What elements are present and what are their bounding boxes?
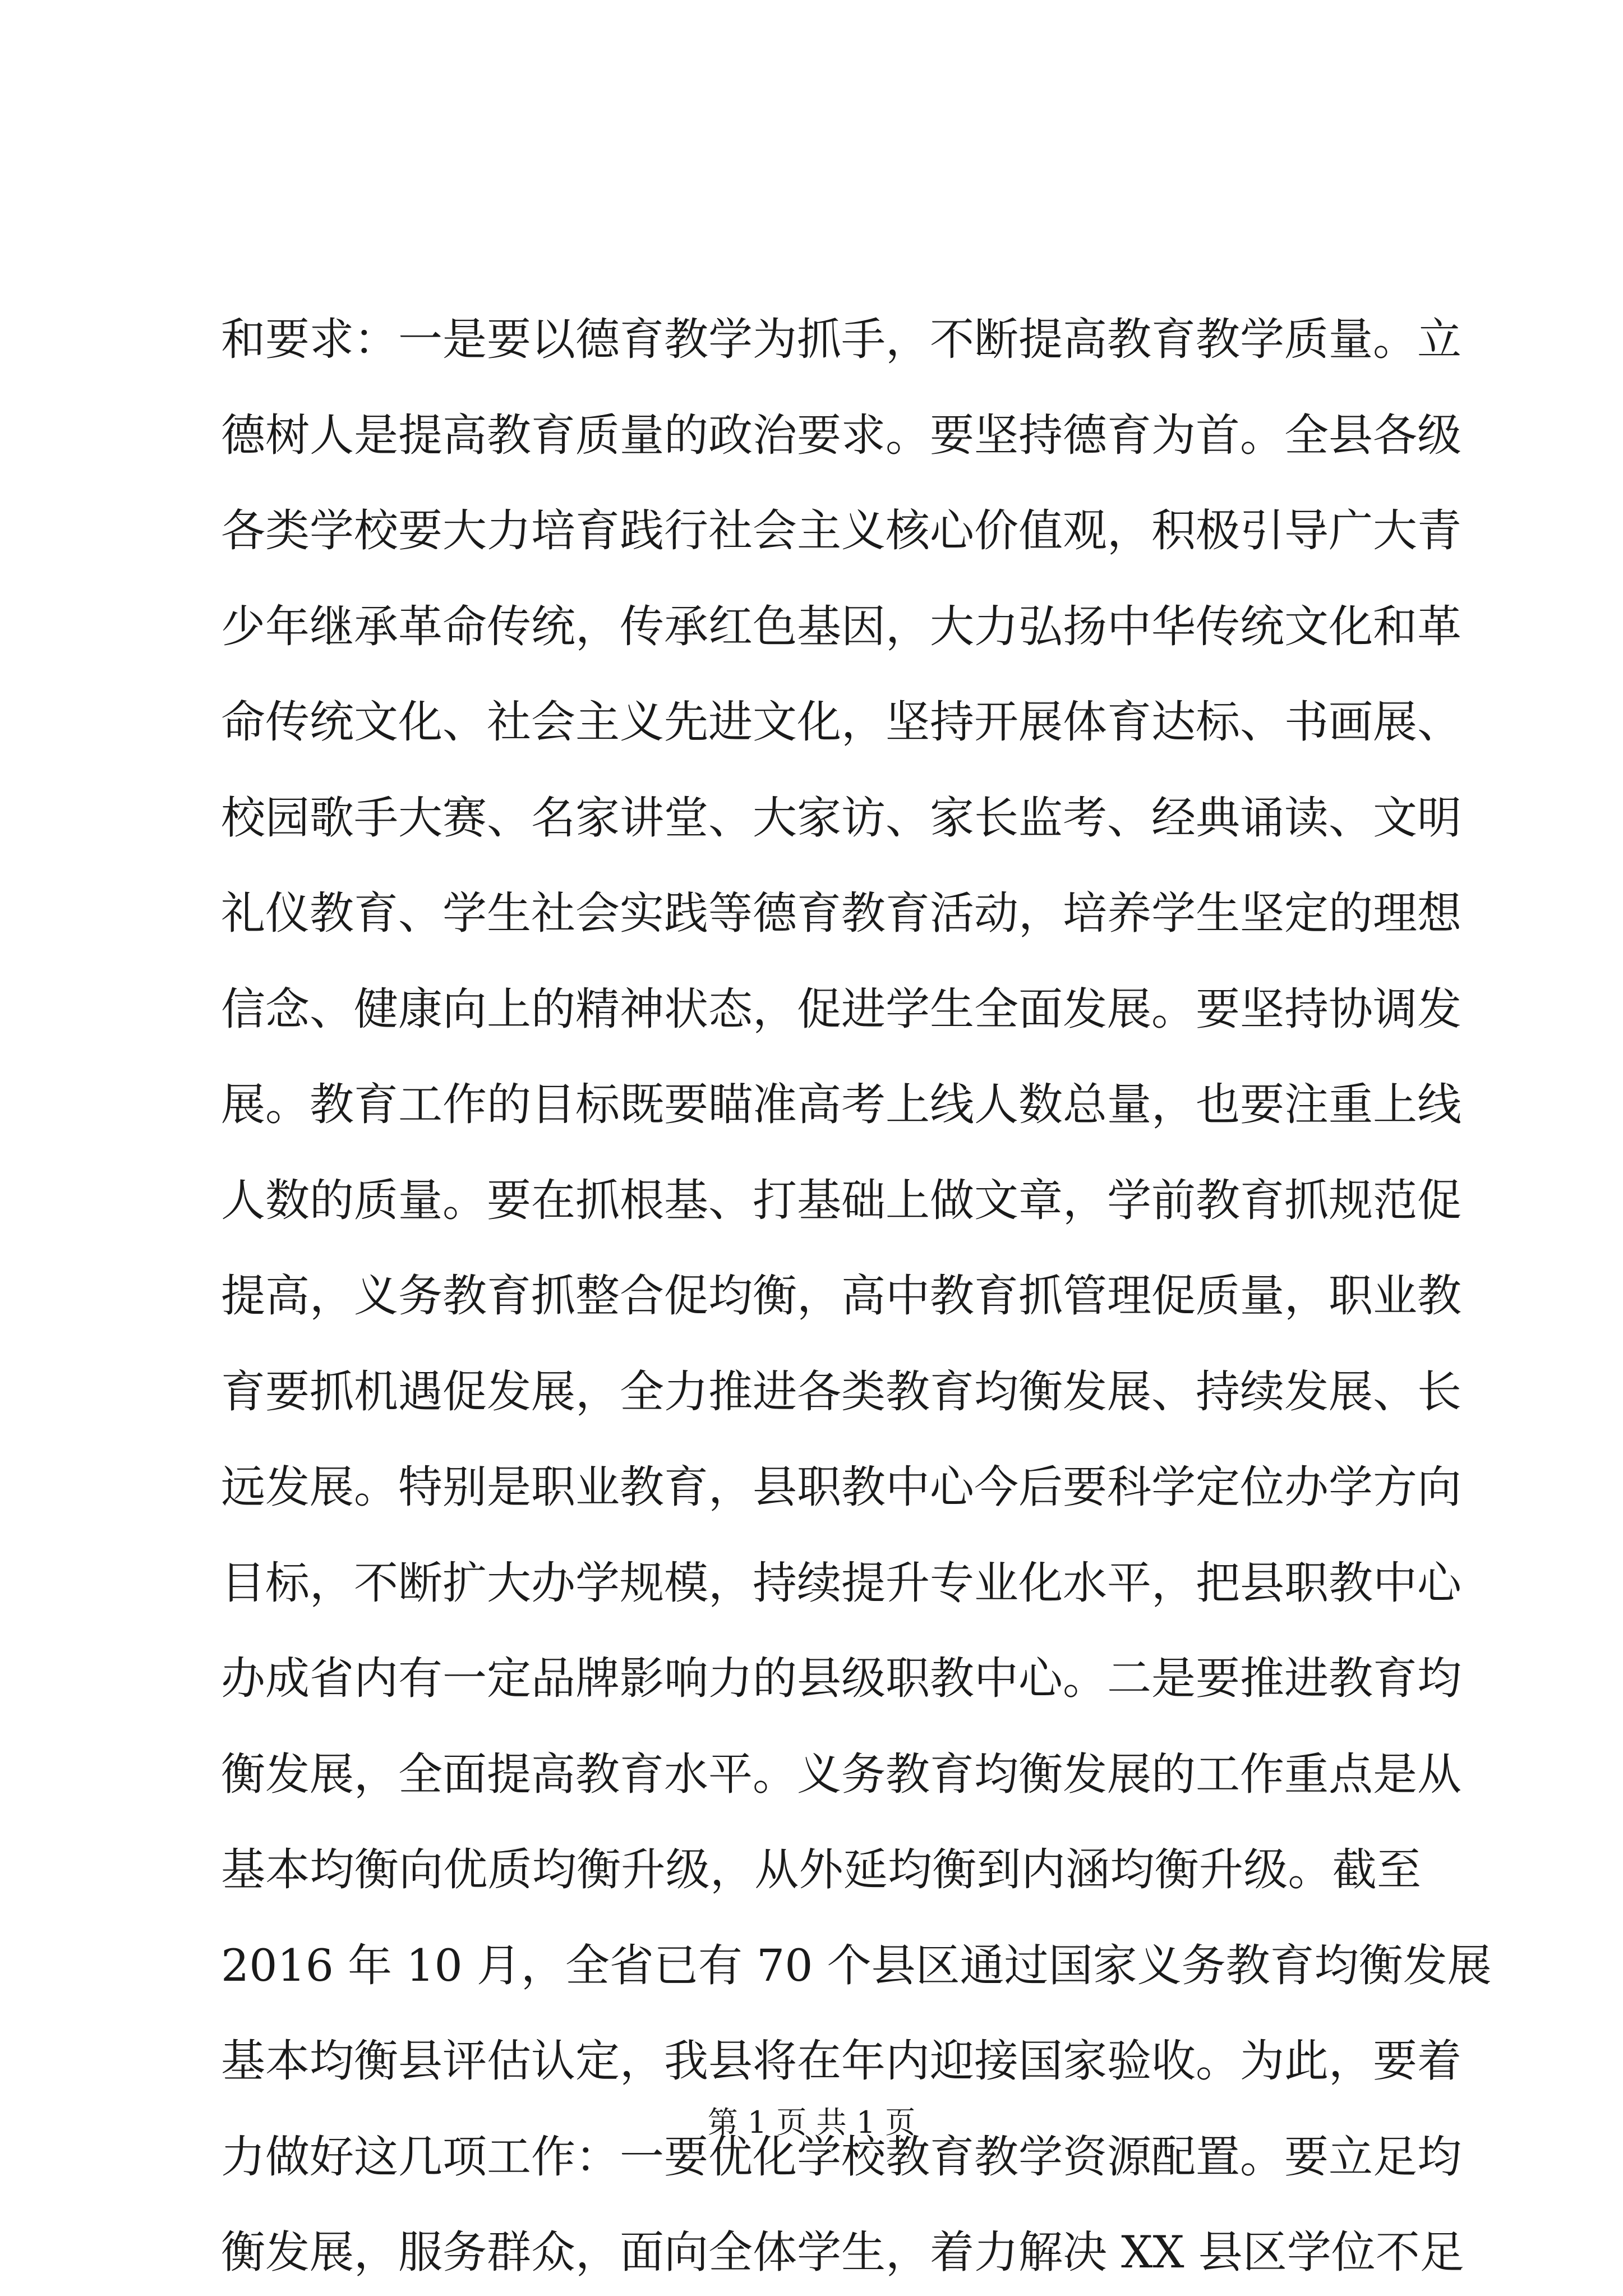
body-text	[221, 292, 1492, 2296]
text-line-10: 人数的质量。要在抓根基、打基础上做文章，学前教育抓规范促	[221, 1174, 1461, 1226]
text-line-7: 礼仪教育、学生社会实践等德育教育活动，培养学生坚定的理想	[221, 887, 1461, 939]
text-line-19: 基本均衡县评估认定，我县将在年内迎接国家验收。为此，要着	[221, 2035, 1461, 2087]
text-line-6: 校园歌手大赛、名家讲堂、大家访、家长监考、经典诵读、文明	[221, 792, 1461, 844]
text-line-4: 少年继承革命传统，传承红色基因，大力弘扬中华传统文化和革	[221, 600, 1461, 652]
text-line-13: 远发展。特别是职业教育，县职教中心今后要科学定位办学方向	[221, 1461, 1461, 1513]
text-line-21: 衡发展，服务群众，面向全体学生，着力解决 XX 县区学位不足	[221, 2226, 1464, 2278]
text-line-3: 各类学校要大力培育践行社会主义核心价值观，积极引导广大青	[221, 505, 1461, 556]
text-line-1: 和要求：一是要以德育教学为抓手，不断提高教育教学质量。立	[221, 314, 1461, 365]
text-line-2: 德树人是提高教育质量的政治要求。要坚持德育为首。全县各级	[221, 409, 1461, 461]
text-line-16: 衡发展，全面提高教育水平。义务教育均衡发展的工作重点是从	[221, 1748, 1461, 1800]
text-line-12: 育要抓机遇促发展，全力推进各类教育均衡发展、持续发展、长	[221, 1365, 1461, 1418]
text-line-8: 信念、健康向上的精神状态，促进学生全面发展。要坚持协调发	[221, 983, 1461, 1035]
text-line-18: 2016 年 10 月，全省已有 70 个县区通过国家义务教育均衡发展	[221, 1939, 1492, 1991]
text-line-14: 目标，不断扩大办学规模，持续提升专业化水平，把县职教中心	[221, 1557, 1461, 1609]
text-line-5: 命传统文化、社会主义先进文化，坚持开展体育达标、书画展、	[221, 696, 1461, 748]
text-line-11: 提高，义务教育抓整合促均衡，高中教育抓管理促质量，职业教	[221, 1270, 1461, 1322]
text-line-17: 基本均衡向优质均衡升级，从外延均衡到内涵均衡升级。截至	[221, 1844, 1421, 1895]
text-line-9: 展。教育工作的目标既要瞄准高考上线人数总量，也要注重上线	[221, 1079, 1461, 1130]
text-line-15: 办成省内有一定品牌影响力的县级职教中心。二是要推进教育均	[221, 1653, 1461, 1704]
page-footer: 第 1 页 共 1 页	[707, 2105, 916, 2140]
text-line-20: 力做好这几项工作：一要优化学校教育教学资源配置。要立足均	[221, 2131, 1461, 2183]
